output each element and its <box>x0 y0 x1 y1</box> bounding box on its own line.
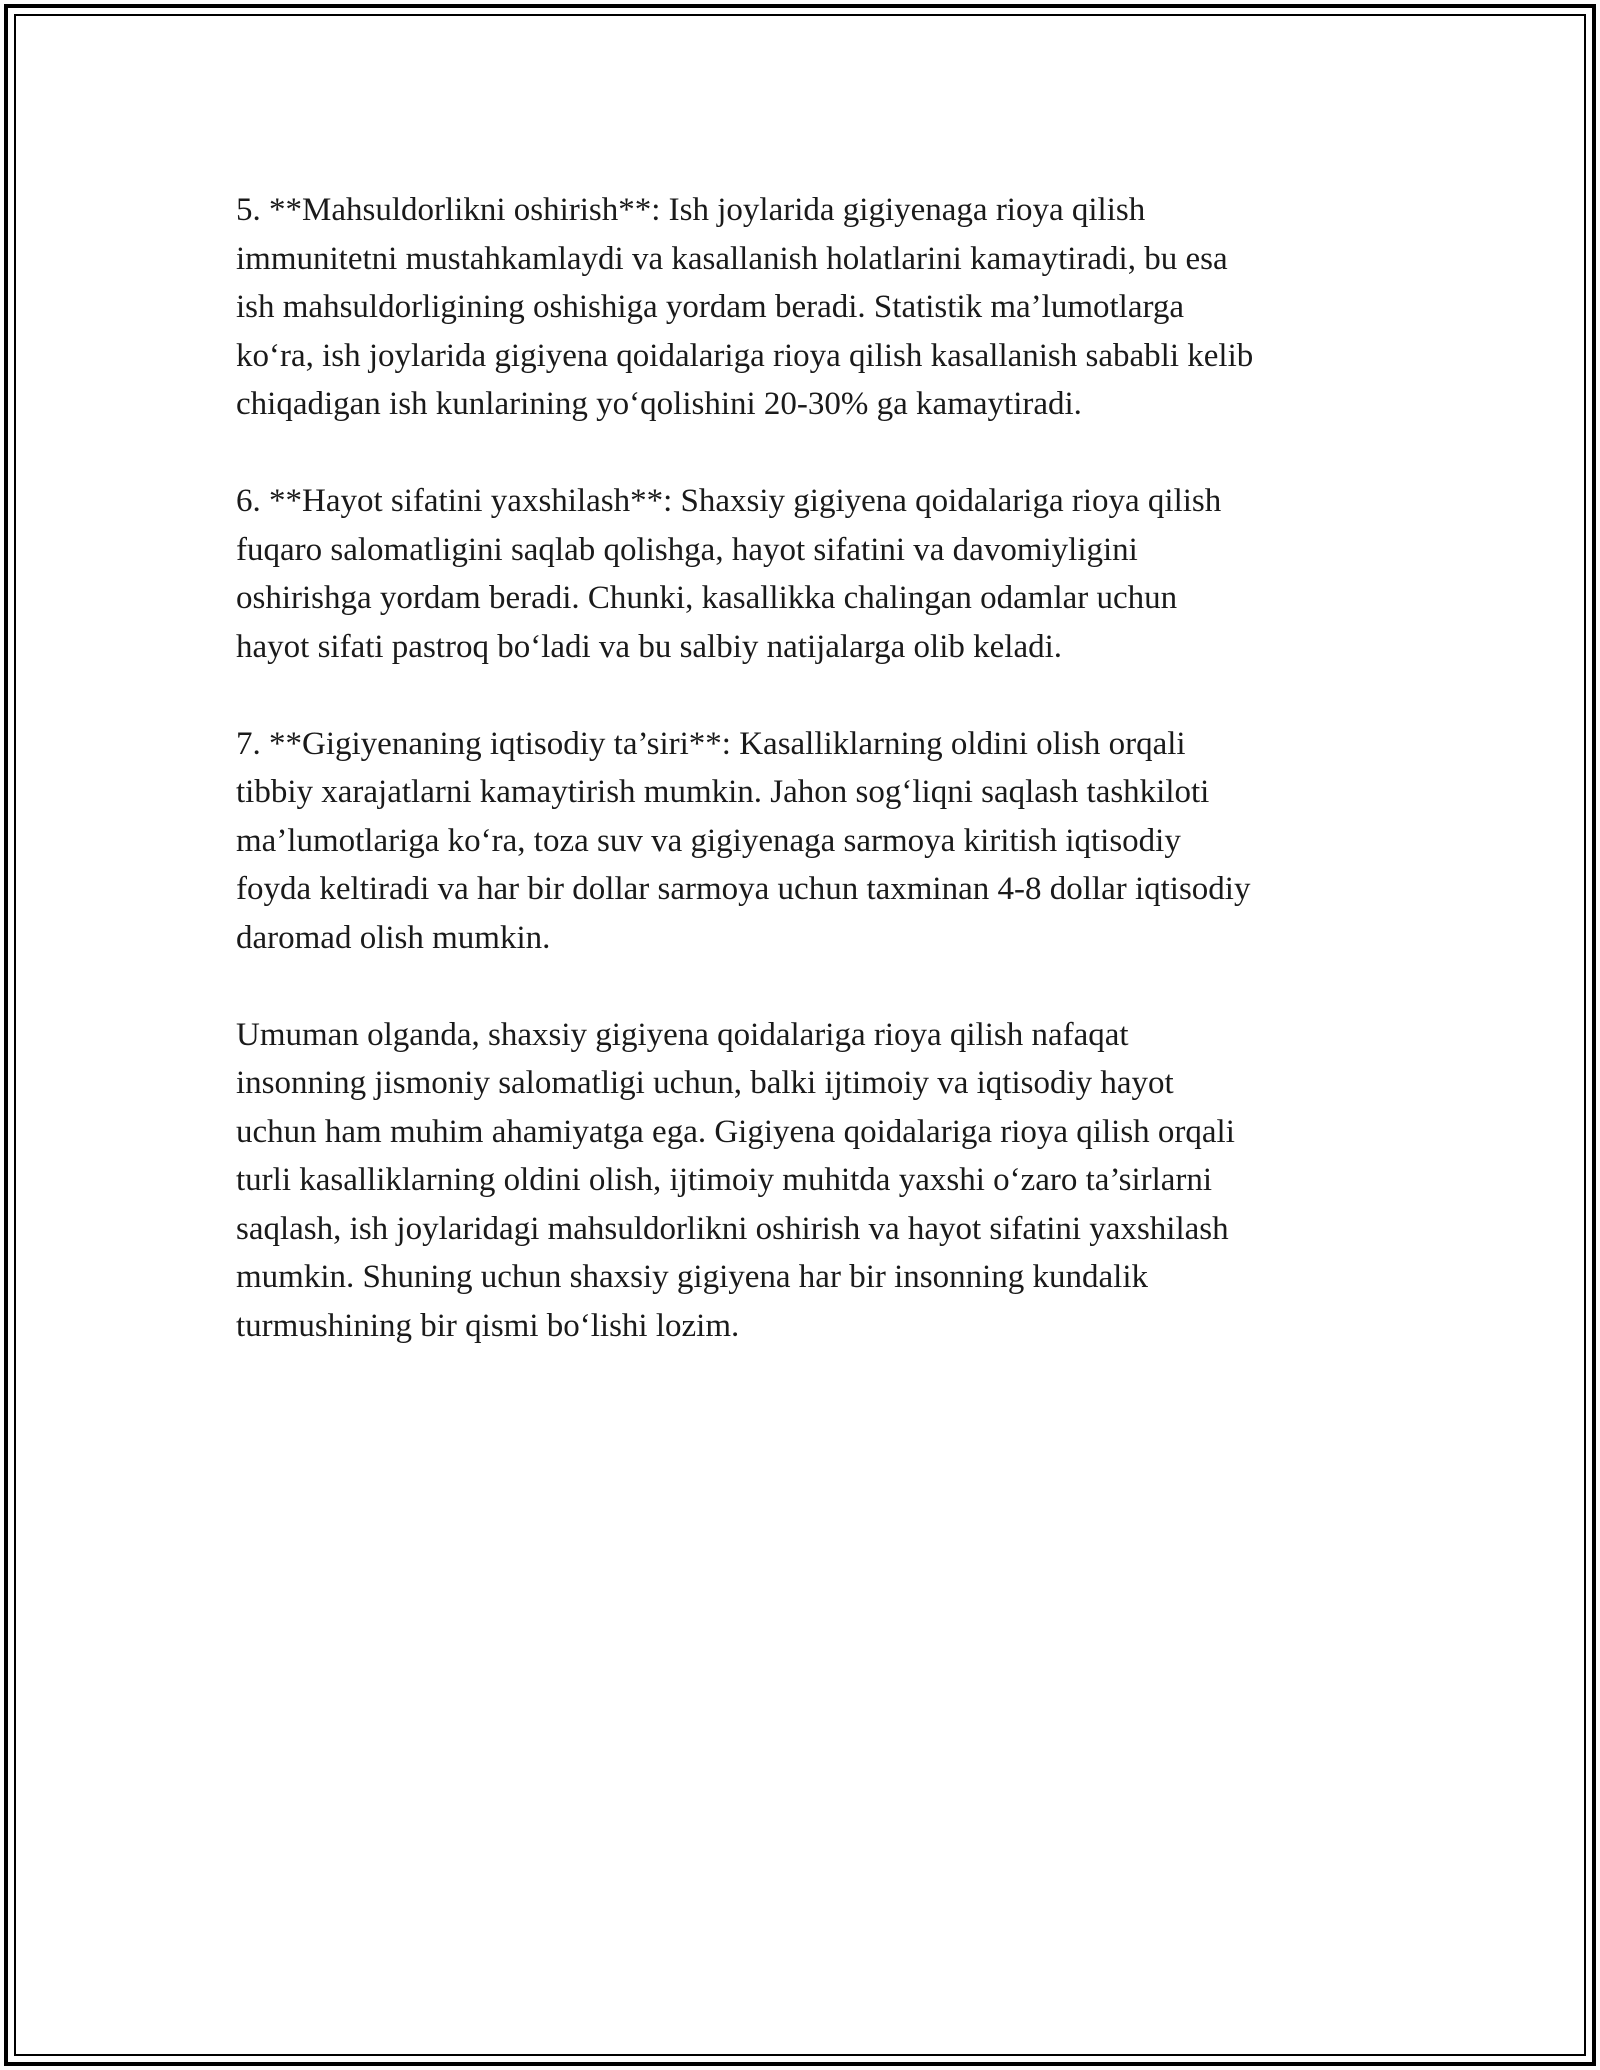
text-line: saqlash, ish joylaridagi mahsuldorlikni oshirish va hayot sifatini yaxshilash <box>236 1210 1229 1247</box>
paragraph-quality-of-life <box>236 477 1376 671</box>
text-line: 7. **Gigiyenaning iqtisodiy ta’siri**: Kasalliklarning oldini olish orqali <box>236 725 1186 762</box>
text-line: oshirishga yordam beradi. Chunki, kasallikka chalingan odamlar uchun <box>236 580 1178 616</box>
text-line: fuqaro salomatligini saqlab qolishga, hayot sifatini va davomiyligini <box>236 531 1138 568</box>
text-line: ko‘ra, ish joylarida gigiyena qoidalariga rioya qilish kasallanish sababli kelib <box>236 337 1254 374</box>
text-line: turmushining bir qismi bo‘lishi lozim. <box>236 1307 740 1344</box>
text-line: foyda keltiradi va har bir dollar sarmoya uchun taxminan 4-8 dollar iqtisodiy <box>236 871 1251 907</box>
document-body <box>236 186 1376 1399</box>
paragraph-productivity <box>236 186 1376 429</box>
text-line: Umuman olganda, shaxsiy gigiyena qoidalariga rioya qilish nafaqat <box>236 1016 1129 1053</box>
text-line: uchun ham muhim ahamiyatga ega. Gigiyena qoidalariga rioya qilish orqali <box>236 1113 1235 1150</box>
text-line: 5. **Mahsuldorlikni oshirish**: Ish joylarida gigiyenaga rioya qilish <box>236 192 1146 228</box>
paragraph-conclusion <box>236 1011 1376 1351</box>
text-line: insonning jismoniy salomatligi uchun, balki ijtimoiy va iqtisodiy hayot <box>236 1065 1174 1101</box>
text-line: tibbiy xarajatlarni kamaytirish mumkin. Jahon sog‘liqni saqlash tashkiloti <box>236 774 1210 810</box>
text-line: turli kasalliklarning oldini olish, ijtimoiy muhitda yaxshi o‘zaro ta’sirlarni <box>236 1162 1213 1198</box>
text-line: chiqadigan ish kunlarining yo‘qolishini 20-30% ga kamaytiradi. <box>236 386 1082 422</box>
text-line: ish mahsuldorligining oshishiga yordam beradi. Statistik ma’lumotlarga <box>236 289 1185 325</box>
text-line: daromad olish mumkin. <box>236 919 551 956</box>
text-line: ma’lumotlariga ko‘ra, toza suv va gigiyenaga sarmoya kiritish iqtisodiy <box>236 822 1181 859</box>
text-line: hayot sifati pastroq bo‘ladi va bu salbiy natijalarga olib keladi. <box>236 628 1063 665</box>
paragraph-economic-impact <box>236 720 1376 963</box>
text-line: 6. **Hayot sifatini yaxshilash**: Shaxsiy gigiyena qoidalariga rioya qilish <box>236 483 1222 519</box>
text-line: immunitetni mustahkamlaydi va kasallanish holatlarini kamaytiradi, bu esa <box>236 240 1228 277</box>
text-line: mumkin. Shuning uchun shaxsiy gigiyena har bir insonning kundalik <box>236 1259 1149 1295</box>
